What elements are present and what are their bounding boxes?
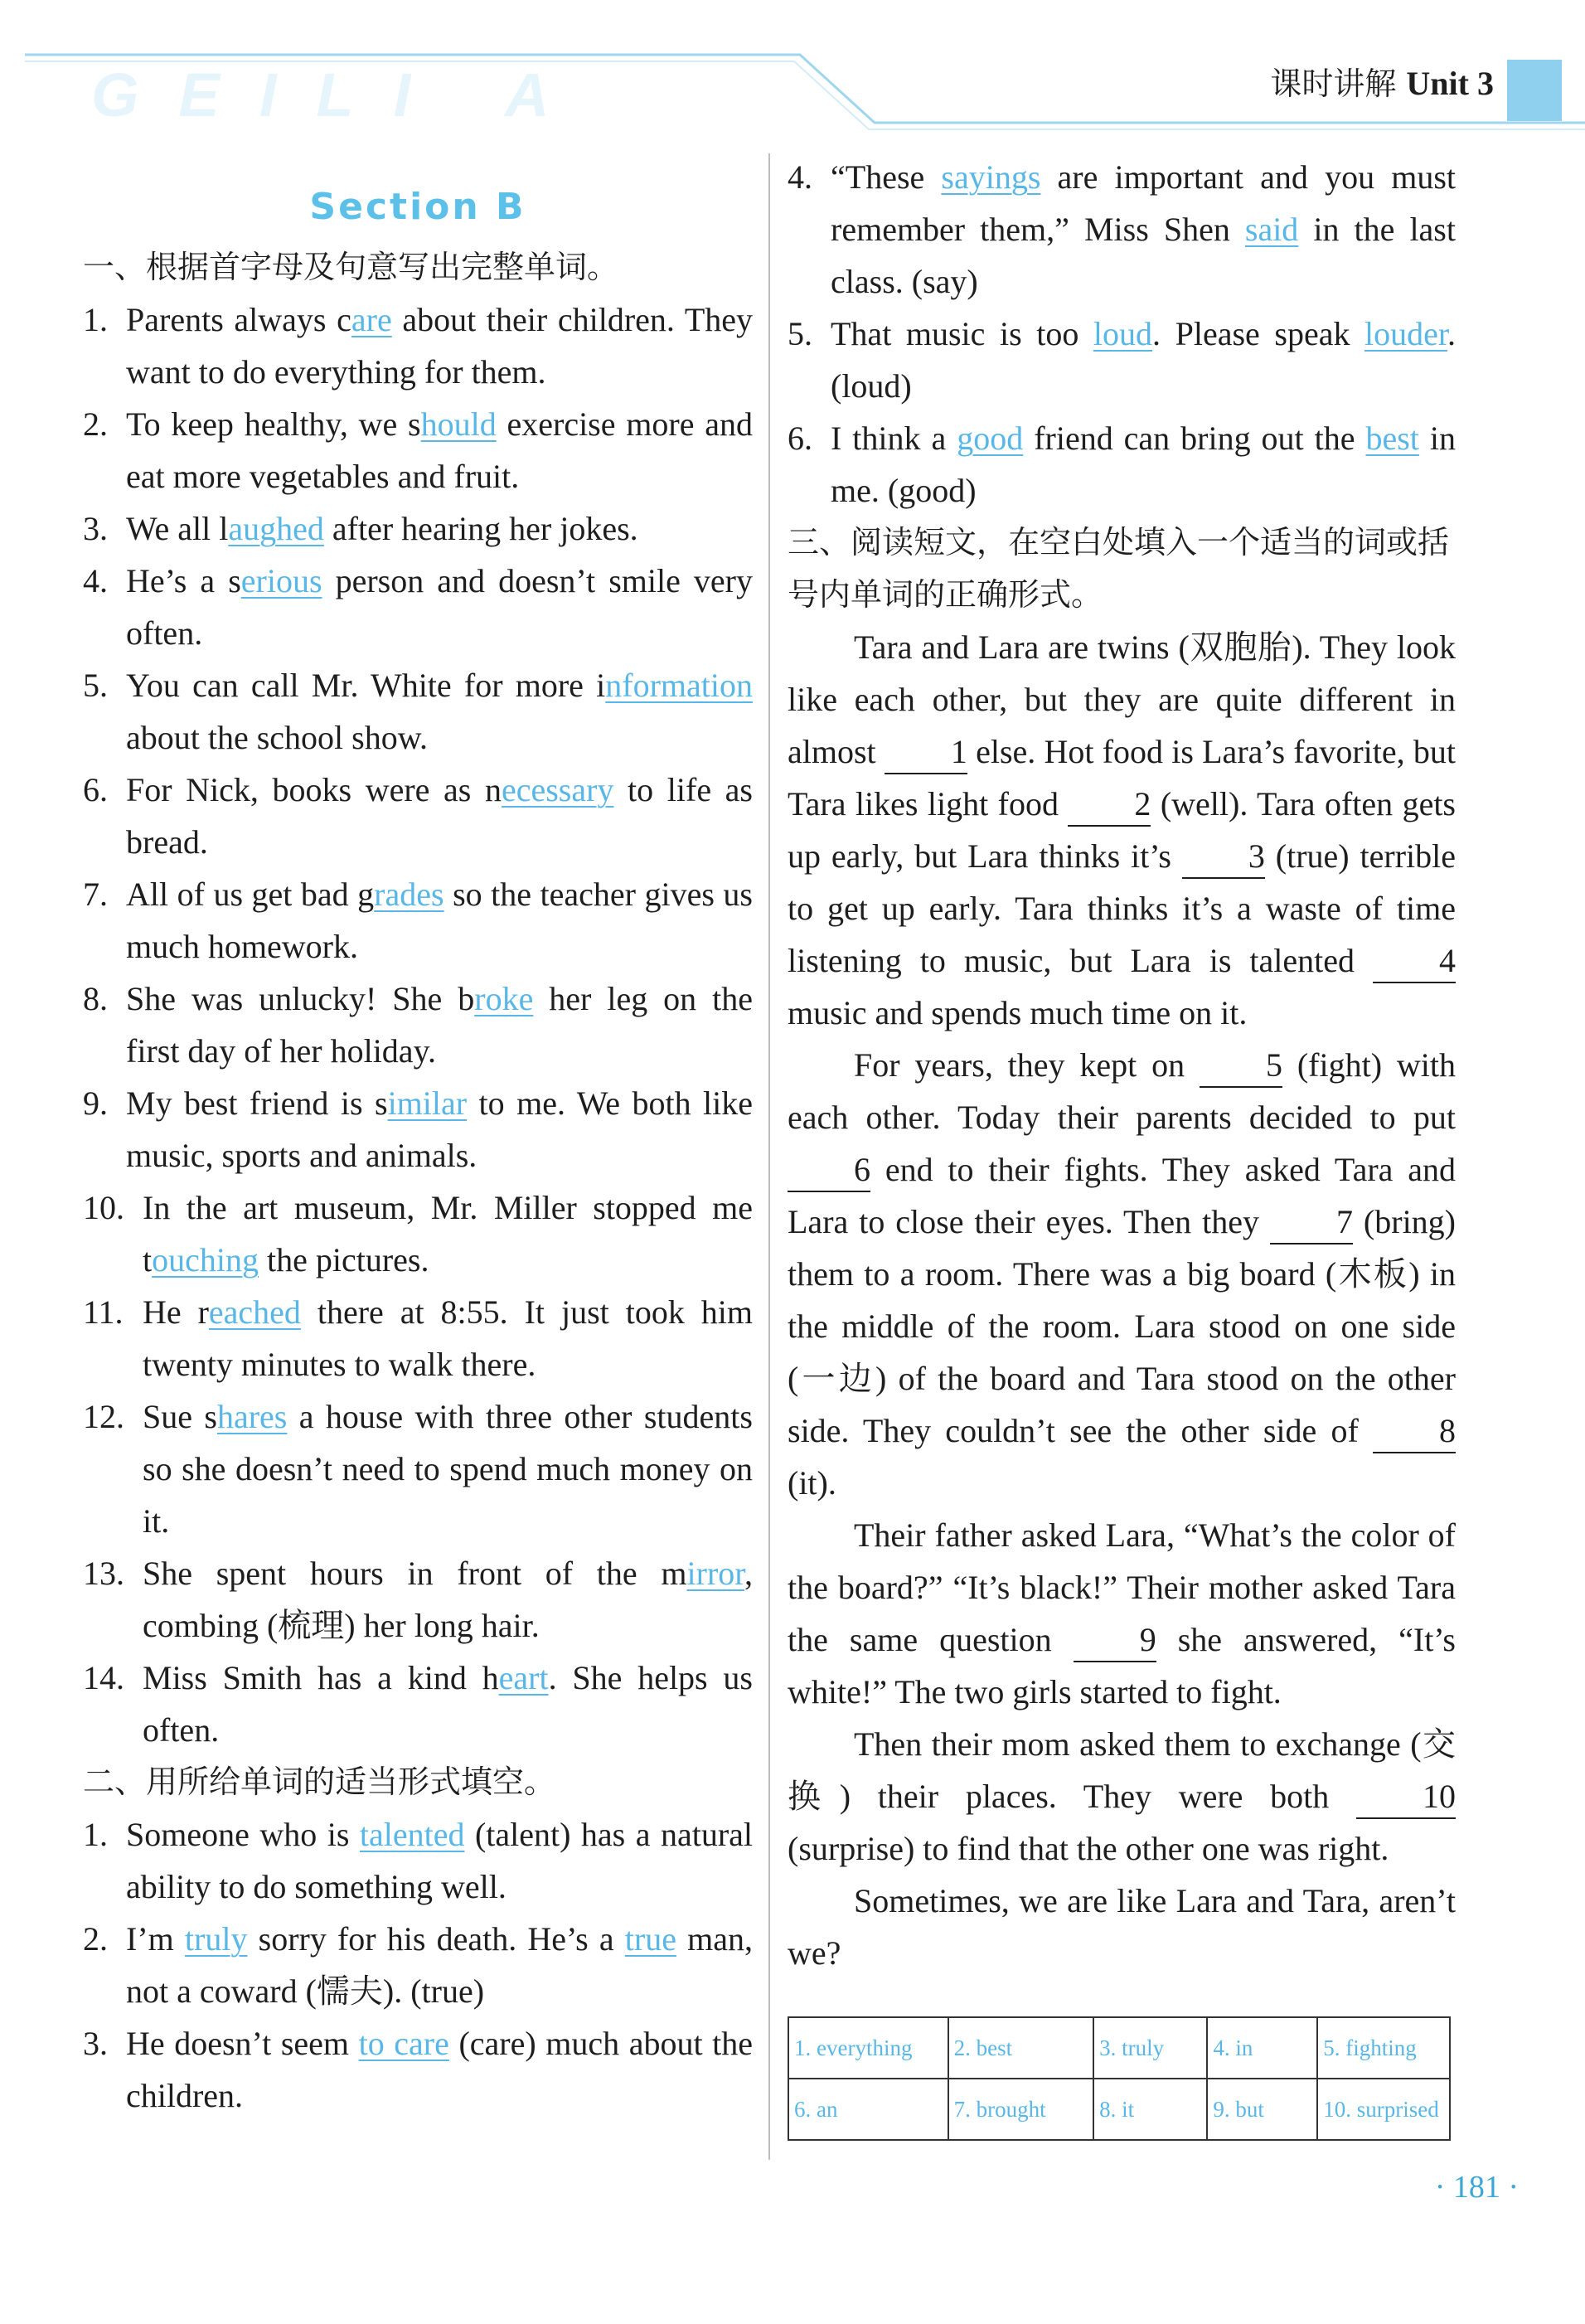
answer-fill: roke [474, 980, 534, 1017]
item-text [831, 151, 1456, 308]
blank-5: 5 [1200, 1045, 1282, 1088]
item-text [143, 1286, 753, 1390]
part2-heading: 二、用所给单词的适当形式填空。 [83, 1764, 556, 1800]
right-column [788, 151, 1456, 1979]
answer-fill: true [624, 1920, 676, 1958]
part1-item [83, 502, 753, 555]
item-text [126, 555, 753, 659]
item-number: 7. [83, 876, 108, 913]
item-text-after: a house with three other students so she doesn’t need to spend much money on it. [143, 1398, 753, 1540]
answer-fill: sayings [941, 158, 1041, 196]
answer-fill: erious [240, 562, 322, 599]
item-text-after: to life as bread. [126, 771, 753, 861]
part2-item [788, 151, 1456, 308]
passage-paragraph [788, 1718, 1456, 1875]
blank-8: 8 [1373, 1410, 1456, 1453]
item-text-after: person and doesn’t smile very often. [126, 562, 753, 652]
item-text-part: in the last class. (say) [831, 211, 1456, 300]
item-text-before: To keep healthy, we s [126, 405, 421, 443]
answer-cell: 3. truly [1093, 2017, 1207, 2079]
part1-item [83, 294, 753, 398]
answer-cell: 7. brought [948, 2079, 1093, 2140]
item-text-before: We all l [126, 510, 229, 547]
item-text-part: . (loud) [831, 315, 1457, 405]
page-header [0, 0, 1585, 133]
item-number: 2. [83, 1920, 108, 1958]
part2-item [788, 412, 1456, 517]
part1-item [83, 1547, 753, 1652]
item-text-after: so the teacher gives us much homework. [126, 876, 753, 965]
item-text [126, 973, 753, 1077]
part1-heading: 一、根据首字母及句意写出完整单词。 [83, 249, 619, 285]
answer-cell: 5. fighting [1317, 2017, 1450, 2079]
part1-item [83, 868, 753, 973]
item-text-before: He’s a s [126, 562, 241, 599]
item-number: 1. [83, 1816, 108, 1853]
passage-text: end to their fights. They asked Tara and Lara to close their eyes. Then they [788, 1151, 1456, 1240]
answer-fill: to care [358, 2025, 449, 2062]
blank-10: 10 [1356, 1776, 1456, 1819]
part1-item [83, 973, 753, 1077]
item-text-after: exercise more and eat more vegetables and fruit. [126, 405, 753, 495]
answer-table [788, 2016, 1451, 2141]
item-text-after: . She helps us often. [143, 1659, 753, 1749]
passage-text: Tara and Lara are twins (双胞胎). They look like each other, but they are quite different in almost [788, 628, 1456, 770]
item-text-before: In the art museum, Mr. Miller stopped me t [143, 1189, 753, 1278]
answer-fill: rades [374, 876, 444, 913]
answer-cell: 6. an [788, 2079, 948, 2140]
item-text-before: She was unlucky! She b [126, 980, 475, 1017]
answer-fill: are [351, 301, 392, 338]
item-text-after: her leg on the first day of her holiday. [126, 980, 753, 1070]
part1-item [83, 1652, 753, 1756]
item-text-after: after hearing her jokes. [323, 510, 638, 547]
item-number: 2. [83, 405, 108, 443]
blank-4: 4 [1373, 940, 1456, 983]
part1-item [83, 398, 753, 502]
item-text [126, 868, 753, 973]
header-corner-block [1507, 60, 1562, 121]
passage-paragraph [788, 1039, 1456, 1509]
passage-paragraph: Sometimes, we are like Lara and Tara, aren’t we? [788, 1882, 1456, 1972]
item-text-before: For Nick, books were as n [126, 771, 502, 808]
item-text-part: I think a [831, 420, 957, 457]
item-text [143, 1547, 753, 1652]
item-number: 6. [788, 420, 812, 457]
part2-list-left [83, 1808, 753, 2122]
item-number: 4. [788, 158, 812, 196]
part1-item [83, 1286, 753, 1390]
item-text-part: are important and you must remember them,” Miss Shen [831, 158, 1456, 248]
part1-item [83, 1390, 753, 1547]
item-text [126, 398, 753, 502]
passage-text: (it). [788, 1464, 836, 1502]
item-number: 11. [83, 1293, 124, 1331]
answer-fill: talented [359, 1816, 465, 1853]
part2-item [83, 2017, 753, 2122]
item-text-before: All of us get bad g [126, 876, 375, 913]
item-text [831, 308, 1456, 412]
item-text-part: Someone who is [126, 1816, 360, 1853]
part1-item [83, 555, 753, 659]
item-text [126, 1808, 753, 1913]
item-text-before: Miss Smith has a kind h [143, 1659, 499, 1696]
page-number: · 181 · [1434, 2170, 1519, 2205]
part2-item [83, 1913, 753, 2017]
item-number: 10. [83, 1189, 124, 1226]
section-title: Section B [309, 186, 526, 228]
part2-item [83, 1808, 753, 1913]
header-title-unit: Unit 3 [1406, 65, 1494, 102]
answer-fill: best [1365, 420, 1419, 457]
item-text [143, 1181, 753, 1286]
answer-cell: 8. it [1093, 2079, 1207, 2140]
item-text-part: in me. (good) [831, 420, 1456, 509]
item-text-part: That music is too [831, 315, 1093, 352]
left-column [83, 156, 753, 2122]
blank-1: 1 [885, 731, 967, 774]
header-watermark: GEILI A [91, 61, 589, 129]
passage-text: music and spends much time on it. [788, 994, 1248, 1031]
blank-7: 7 [1270, 1201, 1353, 1244]
column-divider [768, 153, 770, 2160]
answer-fill: ecessary [501, 771, 614, 808]
part1-item [83, 764, 753, 868]
passage-text: (well). Tara often gets up early, but Lara thinks it’s [788, 785, 1456, 875]
item-text-before: My best friend is s [126, 1084, 388, 1122]
answer-cell: 2. best [948, 2017, 1093, 2079]
header-title [1270, 58, 1494, 104]
answer-fill: said [1244, 211, 1299, 248]
answer-cell: 10. surprised [1317, 2079, 1450, 2140]
answer-fill: eart [498, 1659, 549, 1696]
reading-passage [788, 621, 1456, 1979]
answer-fill: good [957, 420, 1024, 457]
item-number: 4. [83, 562, 108, 599]
item-number: 6. [83, 771, 108, 808]
item-text-part: He doesn’t seem [126, 2025, 359, 2062]
answer-row [788, 2017, 1450, 2079]
passage-text: Their father asked Lara, “What’s the color of the board?” “It’s black!” Their mother asked Tara the same question [788, 1516, 1456, 1658]
passage-text: (fight) with each other. Today their parents decided to put [788, 1046, 1456, 1136]
answer-fill: eached [208, 1293, 301, 1331]
passage-text: Then their mom asked them to exchange (交换) their places. They were both [788, 1725, 1456, 1815]
answer-fill: louder [1364, 315, 1448, 352]
item-text-after: there at 8:55. It just took him twenty minutes to walk there. [143, 1293, 753, 1383]
item-text-before: She spent hours in front of the m [143, 1555, 687, 1592]
item-text-part: sorry for his death. He’s a [247, 1920, 625, 1958]
item-number: 5. [83, 667, 108, 704]
item-text-part: . Please speak [1152, 315, 1365, 352]
passage-text: For years, they kept on [854, 1046, 1200, 1084]
item-number: 9. [83, 1084, 108, 1122]
item-text-part: man, not a coward (懦夫). (true) [126, 1920, 753, 2010]
blank-3: 3 [1182, 836, 1265, 879]
item-number: 14. [83, 1659, 124, 1696]
part1-item [83, 659, 753, 764]
passage-text: (bring) them to a room. There was a big board (木板) in the middle of the room. Lara stood on one side (一边) of the board and Tara stood on the other side. They couldn’t see the other side of [788, 1203, 1456, 1449]
item-text [126, 294, 753, 398]
answer-fill: nformation [605, 667, 753, 704]
item-number: 3. [83, 2025, 108, 2062]
answer-cell: 9. but [1207, 2079, 1317, 2140]
part2-list-right [788, 151, 1456, 517]
item-text-part: friend can bring out the [1023, 420, 1366, 457]
answer-cell: 1. everything [788, 2017, 948, 2079]
blank-6: 6 [788, 1149, 870, 1192]
item-text-after: the pictures. [259, 1241, 429, 1278]
part1-item [83, 1181, 753, 1286]
item-text-part: I’m [126, 1920, 185, 1958]
header-title-cn: 课时讲解 [1270, 65, 1397, 102]
part1-list [83, 294, 753, 1756]
answer-fill: ouching [152, 1241, 259, 1278]
item-text-part: (care) much about the children. [126, 2025, 754, 2114]
item-text-before: You can call Mr. White for more i [126, 667, 606, 704]
item-text [126, 502, 753, 555]
item-number: 1. [83, 301, 108, 338]
item-text [126, 1077, 753, 1181]
item-text-after: , combing (梳理) her long hair. [143, 1555, 753, 1644]
answer-fill: hares [216, 1398, 288, 1435]
blank-9: 9 [1074, 1619, 1156, 1662]
item-text-before: Parents always c [126, 301, 351, 338]
passage-text: else. Hot food is Lara’s favorite, but Tara likes light food [788, 733, 1456, 822]
item-text [143, 1390, 753, 1547]
item-text [126, 2017, 753, 2122]
answer-fill: irror [686, 1555, 744, 1592]
item-text-after: about their children. They want to do everything for them. [126, 301, 753, 391]
item-text-after: to me. We both like music, sports and animals. [126, 1084, 753, 1174]
passage-paragraph [788, 1509, 1456, 1718]
passage-text: (surprise) to find that the other one was right. [788, 1830, 1389, 1867]
answer-fill: hould [420, 405, 497, 443]
item-number: 13. [83, 1555, 124, 1592]
passage-text: (true) terrible to get up early. Tara thinks it’s a waste of time listening to music, but Lara is talented [788, 837, 1456, 979]
item-text [831, 412, 1456, 517]
item-text-before: He r [143, 1293, 209, 1331]
item-text-after: about the school show. [126, 719, 429, 756]
item-text-part: “These [831, 158, 942, 196]
item-text [126, 659, 753, 764]
item-text-part: (talent) has a natural ability to do something well. [126, 1816, 754, 1905]
item-text-before: Sue s [143, 1398, 217, 1435]
blank-2: 2 [1068, 784, 1151, 827]
part2-item [788, 308, 1456, 412]
answer-cell: 4. in [1207, 2017, 1317, 2079]
passage-paragraph [788, 621, 1456, 1039]
answer-fill: truly [184, 1920, 248, 1958]
answer-fill: imilar [387, 1084, 468, 1122]
answer-row [788, 2079, 1450, 2140]
part1-item [83, 1077, 753, 1181]
item-number: 3. [83, 510, 108, 547]
answer-fill: aughed [228, 510, 324, 547]
item-number: 5. [788, 315, 812, 352]
item-number: 12. [83, 1398, 124, 1435]
answer-fill: loud [1093, 315, 1153, 352]
item-text [126, 764, 753, 868]
item-text [143, 1652, 753, 1756]
item-text [126, 1913, 753, 2017]
item-number: 8. [83, 980, 108, 1017]
passage-text: she answered, “It’s white!” The two girls started to fight. [788, 1621, 1456, 1710]
part3-heading: 三、阅读短文，在空白处填入一个适当的词或括号内单词的正确形式。 [788, 524, 1450, 613]
